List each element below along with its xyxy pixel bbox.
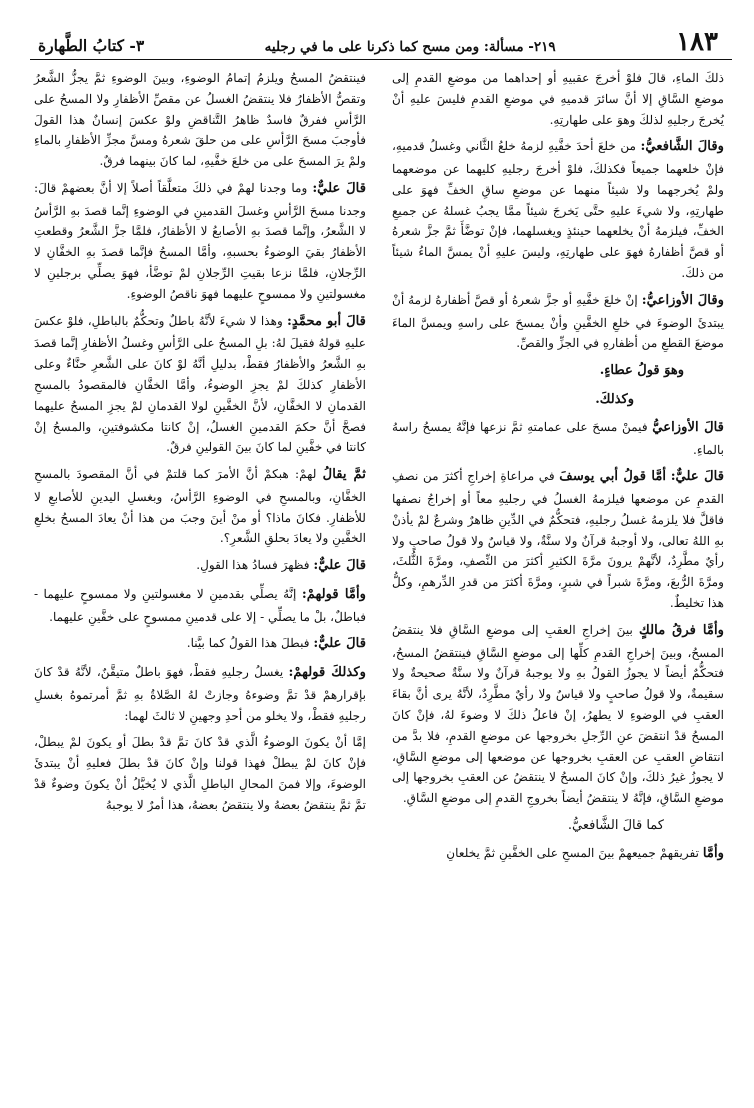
- paragraph: قالَ عليٌّ: فبطلَ هذا القولُ كما بيَّنا.: [186, 636, 366, 652]
- short-line: كما قالَ الشَّافعيُّ.: [567, 817, 664, 833]
- paragraph: قالَ عليٌّ: أمَّا قولُ أبي يوسفَ في مراعاةِ إخراجِ أكثرَ من نصفِ القدمِ عن موضعها فيلزمهُ الغسلُ في رجليهِ معاً أو إخراجُ نصفها فاقلَّ فلا يلزمهُ غسلُ رجليهِ، فتحكُّمٌ في الدِّينِ ظاهرٌ وشرعٌ لمْ يأذنْ بهِ اللهُ تعالى، ولا أوجبهُ قرآنٌ ولا سنَّةٌ، ولا قياسٌ ولا قولُ صاحبٍ ولا رأيٌ مطَّرِدٌ، لأنَّهمْ يرونَ مرَّةَ الكثيرِ أكثرَ من النِّصفِ، ومرَّةَ الثُّلثَ، ومرَّةَ الرُّبعَ، ومرَّةَ شبراً في شبرٍ، ومرَّةَ أكثرَ من قدرِ الدِّرهمِ، وكلُّ هذا تخليطٌ.: [392, 469, 724, 611]
- short-line: وهوَ قولُ عطاءٍ.: [599, 363, 684, 379]
- speaker-label: ثمَّ يقالُ: [322, 467, 366, 483]
- right-column: [392, 68, 732, 1100]
- text-columns: [30, 60, 732, 1100]
- speaker-label: وقالَ الأوزاعيُّ:: [641, 292, 724, 308]
- speaker-label: قالَ الأوزاعيُّ: [652, 419, 724, 435]
- page-number: ١٨٣: [676, 27, 718, 57]
- paragraph: قالَ عليٌّ: وما وجدنا لهمْ في ذلكَ متعلَّقاً أصلاً إلا أنَّ بعضهمْ قالَ: وجدنا مسحَ الرَّأسِ وغسلَ القدمينِ في الوضوءِ إنَّما قصدَ بهِ الرَّأسُ لا الشَّعرُ، وإنَّما قصدَ بهِ الأصابعُ لا الأظفارُ، فلمَّا جزَّ الشَّعرُ وقطعتِ الأظفارُ بقيَ الوضوءُ بحسبهِ، وأمَّا المسحُ فإنَّما قصدَ بهِ الخفَّانِ لا الرِّجلانِ، فلمَّا نزعا بقيتِ الرِّجلانِ لمْ توضَّأ، فهوَ يصلِّي برجلينِ لا مغسولتينِ ولا ممسوحٍ عليهما فهوَ ناقصُ الوضوءِ.: [34, 180, 366, 301]
- speaker-label: قالَ عليٌّ:: [670, 469, 724, 485]
- paragraph: قالَ الأوزاعيُّ فيمنْ مسحَ على عمامتهِ ثمَّ نزعها فإنَّهُ يمسحُ راسهُ بالماءِ.: [392, 419, 724, 457]
- speaker-label: وأمَّا قولهمْ:: [301, 586, 366, 602]
- speaker-label: أمَّا قولُ أبي يوسفَ: [559, 469, 667, 485]
- paragraph: إمَّا أنْ يكونَ الوضوءُ الَّذي قدْ كانَ تمَّ قدْ بطلَ أو يكونَ لمْ يبطلْ، فإنْ كانَ لمْ يبطلْ فهذا قولنا وإنْ كانَ قدْ بطلَ فعليهِ أنْ يبتدئَ الوضوءَ، وإلا فمنَ المحالِ الباطلِ الَّذي لا يُخيَّلُ أنْ يكونَ وضوءٌ قدْ تمَّ ثمَّ ينتقضُ بعضهُ ولا ينتقضُ بعضهُ، هذا أمرٌ لا يوجبهُ: [34, 735, 366, 812]
- paragraph: ثمَّ يقالُ لهمْ: هبكمْ أنَّ الأمرَ كما قلتمْ في أنَّ المقصودَ بالمسحِ الخفَّانِ، وبالمسحِ في الوضوءِ الرَّأسُ، وبغسلِ اليدينِ للأصابعِ لا للأظفارِ. فكانَ ماذا؟ أو منْ أينَ وجبَ من هذا أنْ يعادَ المسحُ بخلعِ الخفَّينِ ولا يعادَ بحلقِ الشَّعرِ؟.: [34, 467, 366, 546]
- speaker-label: قالَ عليٌّ:: [312, 180, 366, 196]
- paragraph: وأمَّا تفريقهمْ جميعهمْ بينَ المسحِ على الخفَّينِ ثمَّ يخلعانِ: [446, 846, 724, 862]
- paragraph: وأمَّا فرقُ مالكٍ بينَ إخراجِ العقبِ إلى موضعِ السَّاقِ فلا ينتقضُ المسحُ، وبينَ إخراجِ القدمِ كلِّها إلى موضعِ السَّاقِ فينتقضُ المسحُ، فتحكُّمٌ أيضاً لا يجوزُ القولُ بهِ ولا يوجبهُ قرآنٌ ولا سنَّةٌ صحيحةٌ ولا سقيمةٌ، ولا قولُ صاحبٍ ولا قياسٌ ولا رأيٌ مطَّرِدٌ، لأنَّهُ يرى أنَّ بقاءَ العقبِ في الوضوءِ لا يطهرُ، إنْ فاعلُ ذلكَ لا وضوءَ لهُ، فإنْ كانَ المسحُ قدْ انتقضَ عنِ الرِّجلِ بخروجها عن موضعِ القدمِ، فلا بدَّ من انتقاضِ العقبِ عن العقبِ بخروجها عن موضعها إلى موضعِ السَّاقِ، لا يجوزُ غيرُ ذلكَ، وإنْ كانَ المسحُ لا ينتقضُ عن العقبِ بخروجها إلى موضعِ السَّاقِ، فإنَّهُ لا ينتقضُ أيضاً بخروجِ القدمِ إلى موضعِ السَّاقِ.: [392, 622, 724, 806]
- paragraph: وكذلكَ قولهمْ: يغسلُ رجليهِ فقطْ، فهوَ باطلٌ متيقَّنٌ، لأنَّهُ قدْ كانَ بإقرارهمْ قدْ تمَّ وضوءهُ وجازتْ لهُ الصَّلاةُ بهِ ثمَّ أمرتموهُ بغسلِ رجليهِ فقطْ، ولا يخلو من أحدِ وجهينِ لا ثالثَ لهما:: [34, 665, 366, 723]
- speaker-label: وأمَّا فرقُ مالكٍ: [639, 622, 724, 638]
- left-column: [30, 68, 366, 1100]
- paragraph: وقالَ الأوزاعيُّ: إنْ خلعَ خفَّيهِ أو جزَّ شعرهُ أو قصَّ أظفارهُ لزمهُ أنْ يبتدئَ الوضوءَ في خلعِ الخفَّينِ وأنْ يمسحَ على راسهِ ويمسَّ الماءَ موضعَ القطعِ من أظفارهِ في الجزِّ والقصِّ.: [392, 292, 724, 351]
- speaker-label: قالَ عليٌّ:: [313, 558, 366, 574]
- paragraph: وقالَ الشَّافعيُّ: من خلعَ أحدَ خفَّيهِ لزمهُ خلعُ الثَّاني وغسلُ قدميهِ، فإنْ خلعهما جميعاً فكذلكَ، فلوْ أخرجَ رجليهِ كليهما عن موضعهما ولمْ يُخرجهما ولا شيئاً منهما عن موضعِ ساقِ الخفِّ فهوَ على طهارتِهِ، ولا شيءَ عليهِ حتَّى يَخرجَ شيئاً ممَّا يجبُ غسلهُ عن جميعِ الخفِّ، فيلزمهُ أنْ يخلعهما حينئذٍ ويغسلهما، فإنْ توضَّأَ ثمَّ جزَّ شعرهُ أو قصَّ أظفارهُ فهوَ على طهارتِهِ، وليسَ عليهِ أنْ يمسَّ الماءُ شيئاً من ذلكَ.: [392, 139, 724, 281]
- speaker-label: قالَ أبو محمَّدٍ:: [287, 313, 366, 329]
- paragraph: ذلكَ الماءِ، قالَ فلوْ أخرجَ عقبيهِ أو إحداهما من موضعِ القدمِ إلى موضعِ السَّاقِ إلا أنَّ سائرَ قدميهِ في موضعِ القدمِ فليسَ عليهِ أنْ يُخرجَ رجليهِ لذلكَ وهوَ على طهارتِهِ.: [392, 71, 724, 127]
- short-line: وكذلكَ.: [595, 391, 634, 407]
- paragraph: فينتقضُ المسحُ ويلزمُ إتمامُ الوضوءِ، وبينَ الوضوءِ ثمَّ يجزُّ الشَّعرُ وتقصُّ الأظفارُ فلا ينتقضُ الغسلُ عن مقصِّ الأظفارِ ولا المسحُ على الرَّأسِ ففرقٌ فاسدٌ ظاهرُ التَّناقضِ ولوْ عكسَ إنسانٌ هذا القولَ فأوجبَ مسحَ الرَّأسِ على من حلقَ شعرهُ ومسَّ مجزِّ الأظفارِ بالماءِ ولمْ يرَ المسحَ على من خلعَ خفَّيهِ، لما كانَ بينهما فرقٌ.: [34, 71, 366, 169]
- issue-title: ٢١٩- مسألة: ومن مسح كما ذكرنا على ما في رجليه: [264, 38, 556, 55]
- book-title: ٣- كتابُ الطَّهارة: [38, 36, 145, 55]
- speaker-label: وأمَّا: [702, 846, 724, 862]
- page-header: [30, 14, 732, 60]
- paragraph: قالَ عليٌّ: فظهرَ فسادُ هذا القولِ.: [196, 558, 366, 574]
- paragraph: قالَ أبو محمَّدٍ: وهذا لا شيءَ لأنَّهُ باطلٌ وتحكُّمٌ بالباطلِ، فلوْ عكسَ عليهِ قولهُ فقيلَ لهُ: بلِ المسحُ على الرَّأسِ وغسلُ الأظفارِ إنَّما قصدَ بهِ الشَّعرُ والأظفارُ فقطْ، بدليلِ أنَّهُ لوْ كانَ على الشَّعرِ حنَّاءٌ وعلى الأظفارِ كذلكَ لمْ يجزِ الوضوءُ، وأمَّا الخفَّانِ فالمقصودُ بالمسحِ القدمانِ لا الخفَّانِ، لأنَّ الخفَّينِ لولا القدمانِ لمْ يجزِ المسحُ عليهما فصحَّ أنَّ حكمَ القدمينِ الغسلُ، إنْ كانتا مكشوفتينِ، والمسحُ إنْ كانتا في خفَّينِ لما كانَ بينَ القولينِ فرقٌ.: [34, 313, 366, 455]
- speaker-label: وقالَ الشَّافعيُّ:: [640, 139, 724, 155]
- speaker-label: قالَ عليٌّ:: [313, 636, 366, 652]
- speaker-label: وكذلكَ قولهمْ:: [288, 665, 366, 681]
- paragraph: وأمَّا قولهمْ: إنَّهُ يصلِّي بقدمينِ لا مغسولتينِ ولا ممسوحٍ عليهما - فباطلٌ، بلْ ما يصلِّي - إلا على قدمينِ ممسوحٍ على خفَّينِ عليهما.: [34, 586, 366, 624]
